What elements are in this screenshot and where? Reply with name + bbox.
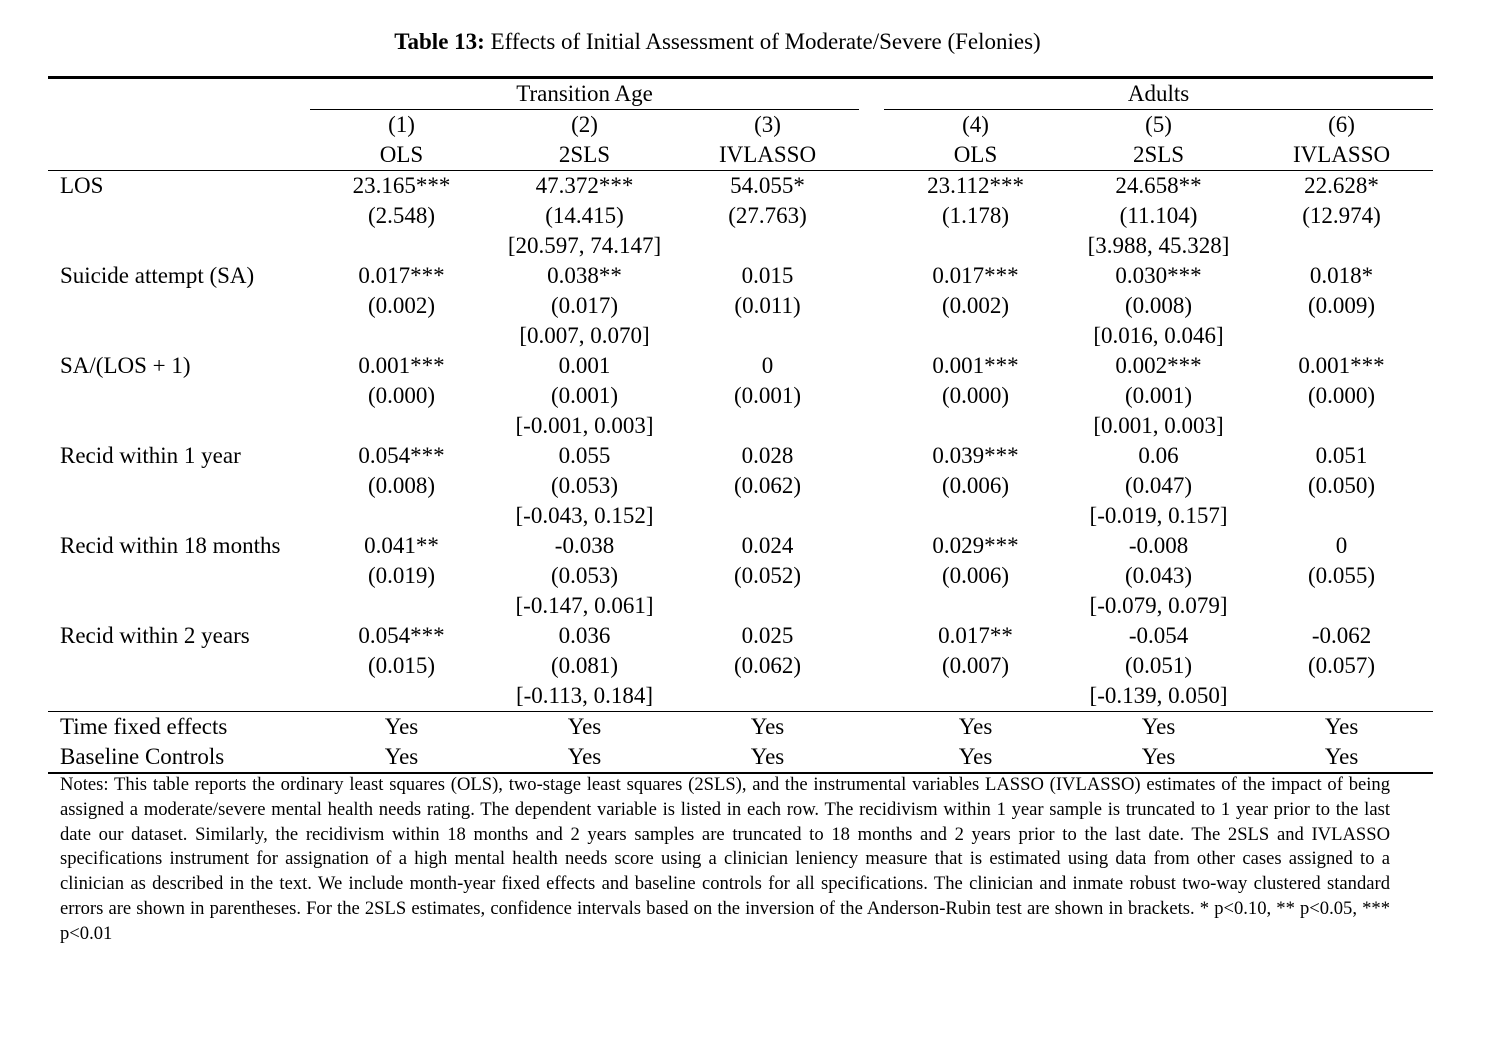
table-cell [884,501,1067,531]
table-cell [310,501,493,531]
table-cell: 0 [761,353,774,378]
table-cell: [0.001, 0.003] [1093,413,1224,438]
table-cell [310,411,493,441]
table-cell: 23.165*** [352,173,451,198]
table-row-se [48,651,1433,681]
row-label: Recid within 1 year [60,443,241,468]
table-cell: [0.016, 0.046] [1093,323,1224,348]
table-cell: 0.054*** [358,623,445,648]
table-row-ci [48,321,1433,351]
table-cell: 0.025 [741,623,794,648]
table-cell: (0.000) [367,383,436,408]
table-cell: 0.024 [741,533,794,558]
footer-row [48,742,1433,773]
table-cell: 0.017** [938,623,1013,648]
table-cell: 0.001*** [932,353,1019,378]
row-label: Recid within 2 years [60,623,250,648]
table-cell: 24.658** [1115,173,1202,198]
col-num: (2) [571,112,598,137]
table-cell: (0.047) [1124,473,1193,498]
table-row [48,261,1433,291]
table-row [48,441,1433,471]
table-cell: 0.051 [1315,443,1368,468]
row-label: SA/(LOS + 1) [60,353,191,378]
table-cell: (0.015) [367,653,436,678]
table-cell: 0.001*** [1298,353,1385,378]
table-cell [676,231,859,261]
col-method: IVLASSO [676,140,859,171]
table-cell: 0.028 [741,443,794,468]
table-cell: 0.017*** [932,263,1019,288]
footer-row [48,712,1433,743]
col-method: 2SLS [1067,140,1250,171]
table-cell: 0.054*** [358,443,445,468]
table-cell: 54.055* [730,173,805,198]
table-cell [676,501,859,531]
table-cell: (0.006) [941,563,1010,588]
table-cell: [0.007, 0.070] [519,323,650,348]
table-row-ci [48,591,1433,621]
table-cell: [-0.147, 0.061] [515,593,654,618]
table-row-se [48,201,1433,231]
table-cell: 47.372*** [535,173,634,198]
table-cell: [-0.001, 0.003] [515,413,654,438]
table-cell: (27.763) [728,203,807,228]
table-row-ci [48,231,1433,261]
table-cell: (0.008) [367,473,436,498]
table-cell: -0.008 [1128,533,1189,558]
table-cell: -0.038 [554,533,615,558]
table-cell: 0.030*** [1115,263,1202,288]
table-cell: (0.053) [550,563,619,588]
table-cell: (0.057) [1308,653,1376,678]
table-cell: (0.062) [733,653,802,678]
table-cell: (14.415) [545,203,624,228]
table-cell: Yes [1067,742,1250,773]
table-cell [884,231,1067,261]
table-cell: 0.001 [558,353,611,378]
table-number: Table 13: [394,29,485,54]
table-cell: Yes [1067,712,1250,743]
table-cell: (11.104) [1119,203,1198,228]
table-row [48,621,1433,651]
table-cell: 0.036 [558,623,611,648]
column-number-row [48,110,1433,141]
row-label: Recid within 18 months [60,533,281,558]
table-cell: (0.001) [550,383,619,408]
table-cell: (0.009) [1308,293,1376,318]
col-num: (5) [1145,112,1172,137]
table-cell: Yes [884,742,1067,773]
table-cell: (0.001) [733,383,802,408]
table-cell: Yes [676,712,859,743]
table-cell: (1.178) [941,203,1010,228]
table-cell: 23.112*** [927,173,1024,198]
table-row [48,531,1433,561]
table-cell [884,411,1067,441]
table-cell [1250,231,1433,261]
table-cell: 0.039*** [932,443,1019,468]
table-cell: 0.002*** [1115,353,1202,378]
table-cell: 0.041** [364,533,439,558]
table-cell [310,591,493,621]
table-cell: 0.018* [1309,263,1374,288]
table-cell: Yes [493,742,676,773]
table-title: Effects of Initial Assessment of Moderate/Severe (Felonies) [490,29,1041,54]
table-cell [676,681,859,712]
table-cell [1250,411,1433,441]
col-method: IVLASSO [1250,140,1433,171]
row-label: Time fixed effects [48,712,310,743]
table-cell [310,681,493,712]
table-caption [0,27,1435,57]
table-notes: Notes: This table reports the ordinary least squares (OLS), two-stage least squares (2SLS), and the instrumental variables LASSO (IVLASSO) estimates of the impact of being assigned a moderate/severe mental health needs rating. The dependent variable is listed in each row. The recidivism within 1 year sample is truncated to 1 year prior to the last date our dataset. Similarly, the recidivism within 18 months and 2 years samples are truncated to 18 months and 2 years prior to the last date. The 2SLS and IVLASSO specifications instrument for assignation of a high mental health needs score using a clinician leniency measure that is estimated using data from other cases assigned to a clinician as described in the text. We include month-year fixed effects and baseline controls for all specifications. The clinician and inmate robust two-way clustered standard errors are shown in parentheses. For the 2SLS estimates, confidence intervals based on the inversion of the Anderson-Rubin test are shown in brackets. * p<0.10, ** p<0.05, *** p<0.01 [60,774,1390,944]
table-cell: -0.054 [1128,623,1189,648]
table-cell: 22.628* [1304,173,1379,198]
table-cell: Yes [310,712,493,743]
table-cell: (0.053) [550,473,619,498]
table-cell: (12.974) [1302,203,1381,228]
table-cell: 0.001*** [358,353,445,378]
table-cell: (0.000) [1308,383,1376,408]
table-cell: [-0.113, 0.184] [515,683,654,708]
table-cell: (0.002) [941,293,1010,318]
table-cell [676,591,859,621]
table-cell: Yes [310,742,493,773]
table-cell: (0.050) [1308,473,1376,498]
col-num: (3) [754,112,781,137]
table-cell: (0.006) [941,473,1010,498]
table-cell: (0.011) [734,293,801,318]
col-method: OLS [310,140,493,171]
table-cell [310,321,493,351]
table-row [48,351,1433,381]
table-row-ci [48,411,1433,441]
table-cell: 0 [1335,533,1348,558]
table-cell [676,411,859,441]
table-cell [884,321,1067,351]
table-cell: Yes [1250,712,1433,743]
table-cell: 0.029*** [932,533,1019,558]
table-cell: (0.051) [1124,653,1193,678]
table-cell [1250,681,1433,712]
table-cell: -0.062 [1311,623,1372,648]
table-cell: (0.055) [1308,563,1376,588]
column-method-row [48,140,1433,171]
row-label: Baseline Controls [48,742,310,773]
table-row-ci [48,501,1433,531]
table-row-se [48,291,1433,321]
table-cell: 0.017*** [358,263,445,288]
table-cell: [-0.043, 0.152] [515,503,654,528]
table-cell: (0.000) [941,383,1010,408]
col-num: (6) [1328,112,1355,137]
table-cell: (0.052) [733,563,802,588]
table-cell: (0.062) [733,473,802,498]
table-cell: 0.055 [558,443,611,468]
table-cell [1250,321,1433,351]
row-label: Suicide attempt (SA) [60,263,255,288]
table-cell: 0.015 [741,263,794,288]
col-num: (4) [962,112,989,137]
table-row [48,171,1433,202]
table-cell: (0.002) [367,293,436,318]
table-cell: 0.038** [547,263,622,288]
table-cell [884,681,1067,712]
table-cell: (0.019) [367,563,436,588]
table-cell: (0.043) [1124,563,1193,588]
table-row-se [48,381,1433,411]
table-cell: Yes [676,742,859,773]
table-cell: Yes [884,712,1067,743]
table-row-se [48,471,1433,501]
table-cell: (0.017) [550,293,619,318]
table-cell: Yes [493,712,676,743]
regression-table [48,76,1433,774]
table-cell: [-0.139, 0.050] [1089,683,1228,708]
table-cell: 0.06 [1138,443,1179,468]
table-cell [310,231,493,261]
col-num: (1) [388,112,415,137]
table-cell [884,591,1067,621]
group-header-row [48,78,1433,110]
group-transition-age: Transition Age [310,78,859,110]
table-cell [1250,501,1433,531]
table-cell: (0.008) [1124,293,1193,318]
table-cell: Yes [1250,742,1433,773]
table-cell: (2.548) [367,203,436,228]
table-cell [676,321,859,351]
table-cell: [-0.079, 0.079] [1089,593,1228,618]
table-cell: [20.597, 74.147] [507,233,662,258]
table-cell: (0.081) [550,653,619,678]
col-method: 2SLS [493,140,676,171]
table-row-se [48,561,1433,591]
table-cell: (0.001) [1124,383,1193,408]
table-cell [1250,591,1433,621]
row-label: LOS [60,173,104,198]
table-row-ci [48,681,1433,712]
table-cell: [-0.019, 0.157] [1089,503,1228,528]
group-adults: Adults [884,78,1433,110]
table-cell: [3.988, 45.328] [1087,233,1230,258]
col-method: OLS [884,140,1067,171]
table-cell: (0.007) [941,653,1010,678]
